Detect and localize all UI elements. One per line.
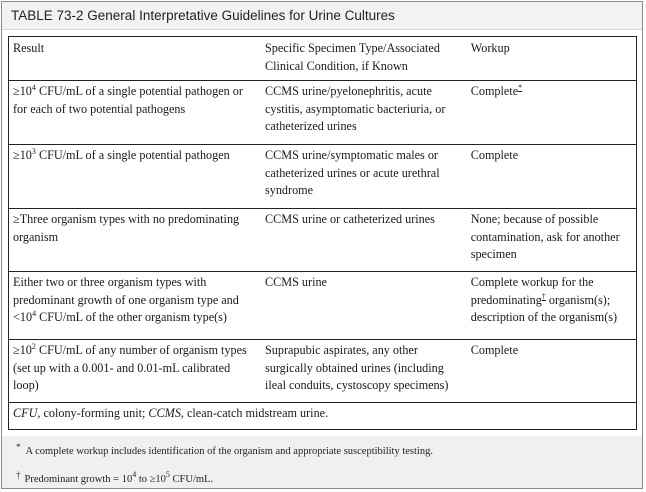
result-exponent: 4 <box>31 83 36 92</box>
footnote-asterisk <box>16 442 433 457</box>
result-text: CFU/mL of a single potential pathogen or for each of two potential pathogens <box>13 84 243 116</box>
workup-cell: None; because of possible contamination, ask for another specimen <box>467 209 637 272</box>
footnote-dagger-text: Predominant growth = 10 <box>24 474 133 485</box>
workup-cell <box>467 272 637 340</box>
abbrev-ccms: CCMS <box>148 406 181 420</box>
workup-text: Complete <box>470 84 519 98</box>
abbrev-cfu: CFU <box>13 406 38 420</box>
header-row <box>9 37 637 81</box>
abbrev-ccms-def: , clean-catch midstream urine. <box>180 406 329 420</box>
specimen-cell: CCMS urine <box>261 272 467 340</box>
specimen-cell: CCMS urine or catheterized urines <box>261 209 467 272</box>
result-prefix: ≥10 <box>13 343 32 357</box>
specimen-cell: Suprapubic aspirates, any other surgically obtained urines (including ileal conduits, cystoscopy specimens) <box>261 340 467 403</box>
table-row <box>9 145 637 209</box>
result-cell <box>9 145 262 209</box>
result-prefix: ≥10 <box>13 148 32 162</box>
footnote-dagger <box>16 470 213 485</box>
result-cell <box>9 81 262 145</box>
result-cell <box>9 340 262 403</box>
specimen-cell: CCMS urine/pyelonephritis, acute cystitis, asymptomatic bacteriuria, or catheterized urines <box>261 81 467 145</box>
workup-cell <box>467 81 637 145</box>
result-prefix: ≥10 <box>13 84 32 98</box>
result-text: Either two or three organism types with predominant growth of one organism type and <10 <box>13 275 239 324</box>
workup-text: Complete workup for the predominating <box>470 275 594 307</box>
workup-cell: Complete <box>467 340 637 403</box>
footnote-dagger-text-mid: to ≥10 <box>136 474 166 485</box>
table-figure <box>1 1 643 489</box>
table-row <box>9 272 637 340</box>
abbrev-cfu-def: , colony-forming unit; <box>37 406 149 420</box>
workup-text-tail: organism(s); description of the organism(s) <box>470 292 618 324</box>
header-result: Result <box>9 37 262 81</box>
result-text: CFU/mL of any number of organism types (set up with a 0.001- and 0.01-mL calibrated loop) <box>13 343 247 392</box>
footnote-asterisk-text: A complete workup includes identification of the organism and appropriate susceptibility testing. <box>25 446 433 457</box>
header-specimen <box>261 37 467 81</box>
abbreviation-cell <box>9 403 637 430</box>
result-cell: ≥Three organism types with no predominating organism <box>9 209 262 272</box>
abbreviation-row <box>9 403 637 430</box>
header-specimen-line1: Specific Specimen Type/Associated <box>265 41 440 55</box>
footnote-link-dagger[interactable]: † <box>541 291 546 301</box>
footnote-dagger-mark: † <box>16 470 21 480</box>
table-caption: TABLE 73-2 General Interpretative Guidelines for Urine Cultures <box>2 2 642 30</box>
table-row <box>9 81 637 145</box>
table-row <box>9 340 637 403</box>
footnote-exponent: 5 <box>165 470 170 479</box>
footnote-dagger-text-end: CFU/mL. <box>169 474 214 485</box>
table-row <box>9 209 637 272</box>
footnote-link-asterisk[interactable]: * <box>518 83 523 92</box>
header-workup: Workup <box>467 37 637 81</box>
result-cell <box>9 272 262 340</box>
footnote-asterisk-mark: * <box>16 442 21 452</box>
footnotes <box>2 436 642 488</box>
result-exponent: 3 <box>31 147 36 156</box>
result-exponent: 2 <box>31 342 36 351</box>
result-text: CFU/mL of a single potential pathogen <box>35 148 230 162</box>
specimen-cell: CCMS urine/symptomatic males or catheterized urines or acute urethral syndrome <box>261 145 467 209</box>
urine-culture-table <box>8 36 637 430</box>
footnote-exponent: 4 <box>132 470 137 479</box>
result-exponent: 4 <box>32 309 37 318</box>
workup-cell: Complete <box>467 145 637 209</box>
header-specimen-line2: Clinical Condition, if Known <box>265 58 408 73</box>
result-text-tail: CFU/mL of the other organism type(s) <box>36 310 227 324</box>
